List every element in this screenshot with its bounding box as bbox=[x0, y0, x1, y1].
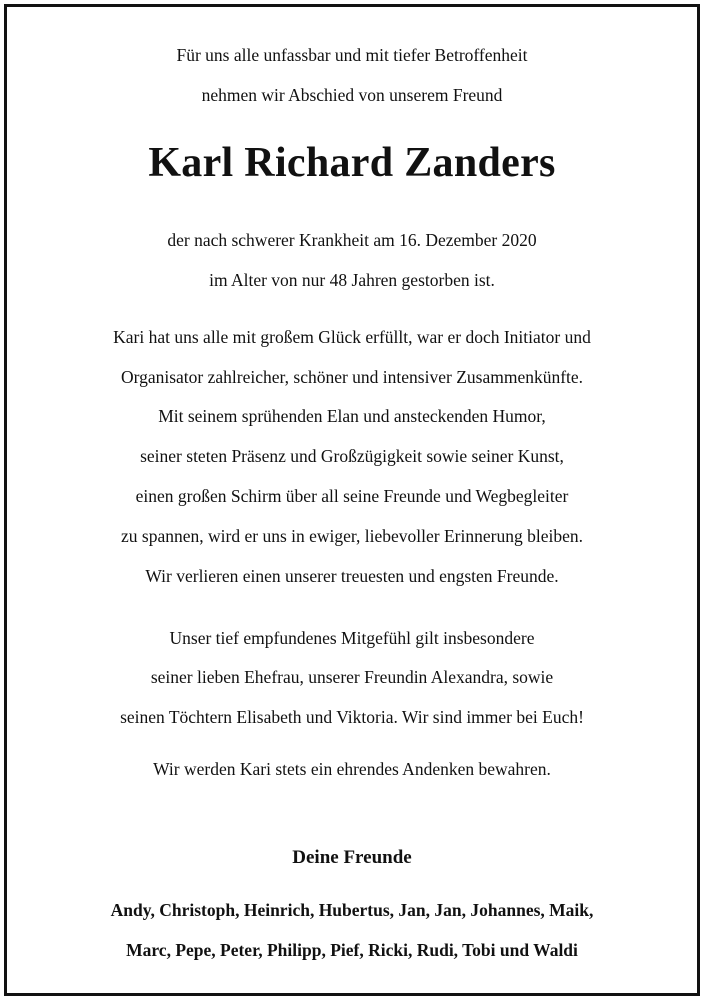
tribute-line: seiner steten Präsenz und Großzügigkeit sowie seiner Kunst, bbox=[140, 446, 564, 466]
signature: Deine Freunde bbox=[292, 847, 412, 868]
friends-list-line: Marc, Pepe, Peter, Philipp, Pief, Ricki, Rudi, Tobi und Waldi bbox=[126, 940, 578, 960]
closing-line: Wir werden Kari stets ein ehrendes Andenken bewahren. bbox=[153, 759, 551, 779]
tribute-line: Kari hat uns alle mit großem Glück erfüllt, war er doch Initiator und bbox=[113, 327, 591, 347]
death-info-line-2: im Alter von nur 48 Jahren gestorben ist. bbox=[209, 270, 495, 290]
condolence-line: Unser tief empfundenes Mitgefühl gilt insbesondere bbox=[169, 628, 535, 648]
intro-line-2: nehmen wir Abschied von unserem Freund bbox=[201, 85, 503, 105]
deceased-name: Karl Richard Zanders bbox=[148, 140, 556, 186]
friends-list-line: Andy, Christoph, Heinrich, Hubertus, Jan, Jan, Johannes, Maik, bbox=[110, 900, 594, 920]
intro-line-1: Für uns alle unfassbar und mit tiefer Betroffenheit bbox=[176, 45, 528, 65]
death-info-line-1: der nach schwerer Krankheit am 16. Dezember 2020 bbox=[167, 230, 537, 250]
tribute-line: Mit seinem sprühenden Elan und ansteckenden Humor, bbox=[158, 406, 546, 426]
tribute-line: einen großen Schirm über all seine Freunde und Wegbegleiter bbox=[135, 486, 569, 506]
condolence-line: seiner lieben Ehefrau, unserer Freundin Alexandra, sowie bbox=[150, 667, 554, 687]
tribute-line: Organisator zahlreicher, schöner und intensiver Zusammenkünfte. bbox=[120, 367, 584, 387]
tribute-line: zu spannen, wird er uns in ewiger, liebevoller Erinnerung bleiben. bbox=[121, 526, 583, 546]
condolence-line: seinen Töchtern Elisabeth und Viktoria. Wir sind immer bei Euch! bbox=[120, 707, 584, 727]
tribute-line: Wir verlieren einen unserer treuesten und engsten Freunde. bbox=[145, 566, 559, 586]
